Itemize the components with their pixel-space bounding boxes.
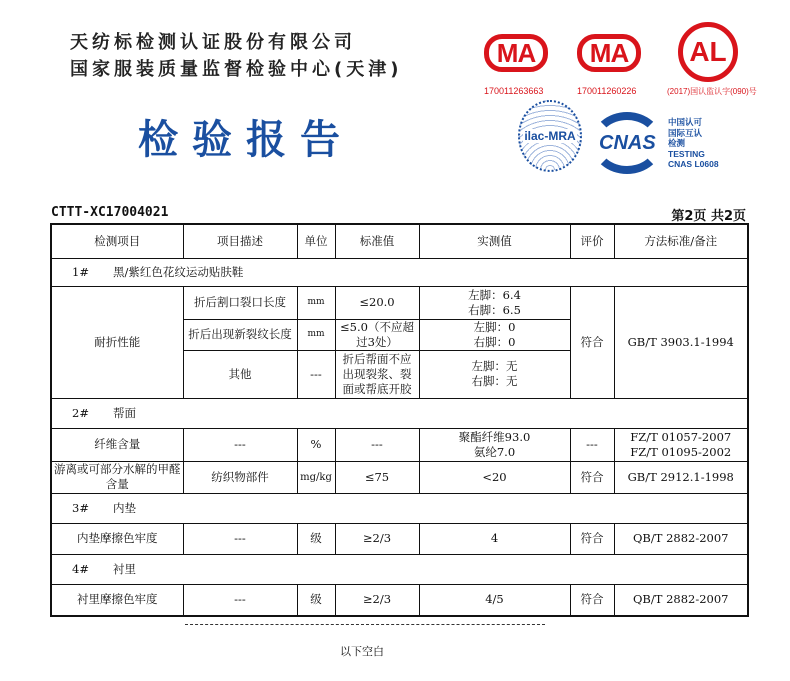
unit-cell: mg/kg [297,461,335,493]
std-cell: ≤20.0 [335,286,419,319]
page-info: 第2页 共2页 [671,209,746,224]
section-cell [51,493,748,523]
results-table [50,223,749,617]
value-cell: 左脚：0 右脚：0 [419,319,570,350]
header-cell: 单位 [297,224,335,258]
value-cell: 4 [419,523,570,554]
desc-cell: 折后出现新裂纹长度 [183,319,297,350]
header-cell: 标准值 [335,224,419,258]
section-row [51,493,748,523]
cma-number-1: 170011263663 [484,86,544,96]
desc-cell: 纺织物部件 [183,461,297,493]
cnas-text: 中国认可 国际互认 检测 TESTING CNAS L0608 [668,117,719,169]
section-name: 内垫 [112,500,136,515]
cnas-logo: CNAS [591,112,663,174]
section-row [51,554,748,584]
section-name: 黑/紫红色花纹运动贴肤鞋 [112,264,244,279]
table-row [51,286,748,319]
ilac-mra-logo [518,100,582,172]
rating-cell: --- [570,428,614,461]
report-number: CTTT-XC17004021 [51,205,169,220]
std-cell: ≥2/3 [335,584,419,616]
desc-cell: 其他 [183,350,297,398]
method-cell: GB/T 3903.1-1994 [614,286,748,398]
section-name: 衬里 [112,561,136,576]
header-cell: 实测值 [419,224,570,258]
value-cell: 4/5 [419,584,570,616]
desc-cell: 折后割口裂口长度 [183,286,297,319]
cal-logo: AL [678,22,738,82]
report-title: 检验报告 [138,116,354,163]
section-number: 2# [72,405,89,420]
cma-logo-1: MA [484,34,548,72]
item-cell: 内垫摩擦色牢度 [51,523,183,554]
value-cell: 聚酯纤维93.0 氨纶7.0 [419,428,570,461]
section-cell [51,554,748,584]
item-cell: 耐折性能 [51,286,183,398]
table-row [51,428,748,461]
section-row [51,258,748,286]
cma-logo-2: MA [577,34,641,72]
std-cell: --- [335,428,419,461]
ilac-mra-text: ilac-MRA [524,129,576,143]
end-divider [185,624,545,625]
header-cell: 检测项目 [51,224,183,258]
table-row [51,584,748,616]
section-name: 帮面 [112,405,136,420]
std-cell: ≤75 [335,461,419,493]
section-number: 3# [72,500,89,515]
header-cell: 评价 [570,224,614,258]
item-cell: 衬里摩擦色牢度 [51,584,183,616]
rating-cell: 符合 [570,286,614,398]
section-row [51,398,748,428]
section-number: 4# [72,561,89,576]
org-name-line1: 天纺标检测认证股份有限公司 [70,32,356,53]
desc-cell: --- [183,523,297,554]
desc-cell: --- [183,584,297,616]
rating-cell: 符合 [570,584,614,616]
table-row [51,461,748,493]
unit-cell: mm [297,319,335,350]
rating-cell: 符合 [570,461,614,493]
item-cell: 游离或可部分水解的甲醛含量 [51,461,183,493]
value-cell: <20 [419,461,570,493]
value-cell: 左脚：6.4 右脚：6.5 [419,286,570,319]
org-name-line2: 国家服装质量监督检验中心(天津) [70,59,403,80]
rating-cell: 符合 [570,523,614,554]
method-cell: QB/T 2882-2007 [614,523,748,554]
method-cell: QB/T 2882-2007 [614,584,748,616]
header-cell: 项目描述 [183,224,297,258]
std-cell: ≥2/3 [335,523,419,554]
header-cell: 方法标准/备注 [614,224,748,258]
cma-number-2: 170011260226 [577,86,637,96]
blank-below-note: 以下空白 [340,645,384,658]
desc-cell: --- [183,428,297,461]
section-cell [51,258,748,286]
value-cell: 左脚：无 右脚：无 [419,350,570,398]
std-cell: 折后帮面不应出现裂浆、裂面或帮底开胶 [335,350,419,398]
unit-cell: % [297,428,335,461]
table-row [51,523,748,554]
unit-cell: --- [297,350,335,398]
method-cell: GB/T 2912.1-1998 [614,461,748,493]
unit-cell: 级 [297,523,335,554]
item-cell: 纤维含量 [51,428,183,461]
section-number: 1# [72,264,89,279]
unit-cell: 级 [297,584,335,616]
cal-number: (2017)国认监认字(090)号 [667,87,757,96]
method-cell: FZ/T 01057-2007 FZ/T 01095-2002 [614,428,748,461]
section-cell [51,398,748,428]
table-header-row [51,224,748,258]
std-cell: ≤5.0（不应超过3处） [335,319,419,350]
unit-cell: mm [297,286,335,319]
